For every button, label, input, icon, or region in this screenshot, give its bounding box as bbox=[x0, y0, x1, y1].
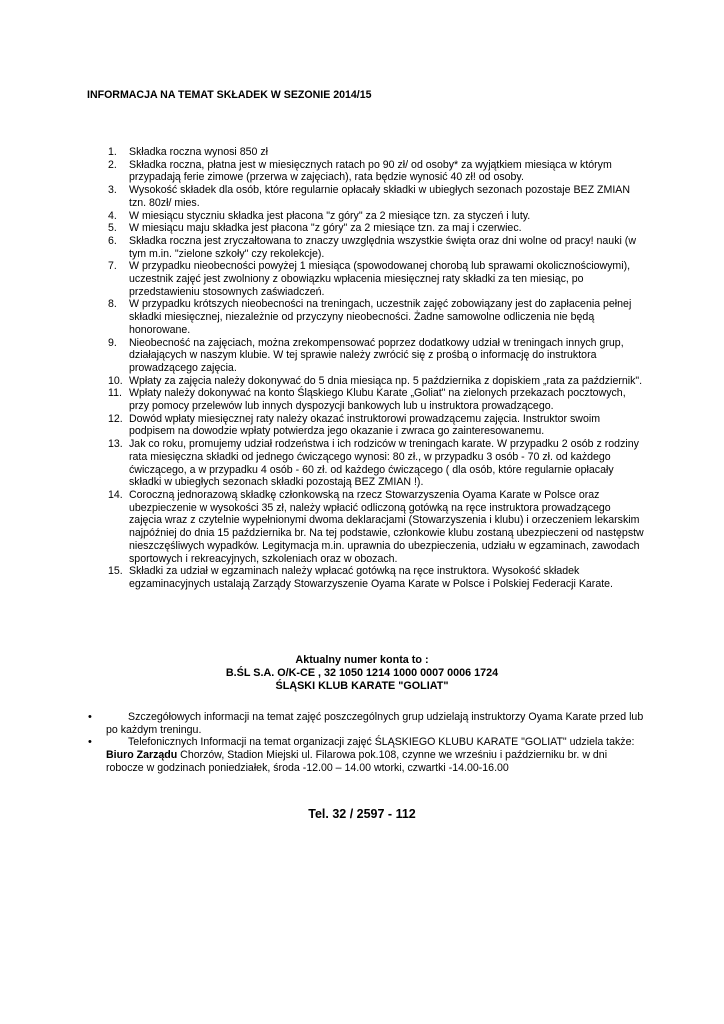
item-number: 13. bbox=[108, 438, 123, 451]
bullet-icon: • bbox=[88, 711, 92, 723]
club-name: ŚLĄSKI KLUB KARATE "GOLIAT" bbox=[275, 680, 449, 692]
phone-number: Tel. 32 / 2597 - 112 bbox=[308, 807, 416, 821]
item-text: Składki za udział w egzaminach należy wpłacać gotówką na ręce instruktora. Wysokość składek egzaminacyjnych ustalają Zarządy Stowarzyszenie Oyama Karate w Polsce i Polskiej Federacji Karate. bbox=[129, 565, 613, 590]
office-label: Biuro Zarządu bbox=[106, 749, 178, 762]
item-text: Składka roczna, płatna jest w miesięcznych ratach po 90 zł/ od osoby* za wyjątkiem miesiąca w którym przypadają ferie zimowe (przerwa w zajęciach), rata będzie wynosić 40 zł! od osoby. bbox=[129, 158, 612, 184]
account-number: B.ŚL S.A. O/K-CE , 32 1050 1214 1000 0007 0006 1724 bbox=[225, 667, 499, 679]
item-number: 2. bbox=[108, 158, 117, 171]
item-text: Wpłaty należy dokonywać na konto Śląskiego Klubu Karate „Goliat" na zielonych przekazach pocztowych, przy pomocy przelewów lub innych dyspozycji bankowych lub u instruktora prowadzącego. bbox=[129, 387, 626, 413]
item-text: Jak co roku, promujemy udział rodzeństwa i ich rodziców w treningach karate. W przypadku 2 osób z rodziny rata miesięczna składki od jednego ćwiczącego wynosi: 80 zł., w przypadku 3 osób - 70 zł. od każdego ćwiczącego, a w przypadku 4 osób - 60 zł. od każdego ćwiczącego ( dla osób, które regularnie opłacały składki w ubiegłych sezonach składki pozostają BEZ ZMIAN !). bbox=[129, 438, 639, 489]
item-text: Składka roczna jest zryczałtowana to znaczy uwzględnia wszystkie święta oraz dni wolne od pracy! nauki (w tym m.in. "zielone szkoły" czy rekolekcje). bbox=[129, 234, 636, 260]
item-text: Wpłaty za zajęcia należy dokonywać do 5 dnia miesiąca np. 5 października z dopiskiem „rata za październik". bbox=[129, 374, 643, 387]
item-number: 14. bbox=[108, 488, 123, 501]
list-item bbox=[86, 489, 646, 565]
office-text: Chorzów, Stadion Miejski ul. Filarowa pok.108, czynne we wrześniu i październiku br. w dni robocze w godzinach poniedziałek, środa -12.00 – 14.00 wtorki, czwartki -14.00-16.00 bbox=[106, 749, 608, 774]
list-item bbox=[86, 413, 646, 438]
item-number: 5. bbox=[108, 222, 117, 235]
list-item bbox=[86, 337, 646, 375]
item-text: Dowód wpłaty miesięcznej raty należy okazać instruktorowi prowadzącemu zajęcia. Instruktor swoim podpisem na dowodzie wpłaty potwierdza jego okazanie i zwraca go zainteresowanemu. bbox=[129, 412, 601, 438]
item-number: 1. bbox=[108, 146, 117, 158]
document-title: INFORMACJA NA TEMAT SKŁADEK W SEZONIE 2014/15 bbox=[87, 89, 372, 101]
item-text: W miesiącu styczniu składka jest płacona "z góry" za 2 miesiące tzn. za styczeń i luty. bbox=[129, 209, 531, 222]
item-number: 10. bbox=[108, 374, 123, 387]
rules-list bbox=[86, 146, 646, 591]
item-number: 12. bbox=[108, 412, 123, 425]
item-number: 6. bbox=[108, 234, 117, 247]
notes-list bbox=[86, 711, 646, 775]
list-item bbox=[86, 375, 646, 388]
list-item bbox=[86, 159, 646, 184]
bullet-icon: • bbox=[88, 736, 92, 749]
note-text: Telefonicznych Informacji na temat organizacji zajęć ŚLĄSKIEGO KLUBU KARATE "GOLIAT" udziela także: bbox=[128, 736, 635, 749]
item-text: W miesiącu maju składka jest płacona "z góry" za 2 miesiące tzn. za maj i czerwiec. bbox=[129, 222, 522, 235]
item-number: 3. bbox=[108, 184, 117, 197]
list-item bbox=[86, 387, 646, 412]
list-item bbox=[86, 260, 646, 298]
list-item bbox=[86, 235, 646, 260]
note-text: Szczegółowych informacji na temat zajęć poszczególnych grup udzielają instruktorzy Oyama Karate przed lub po każdym treningu. bbox=[106, 711, 644, 736]
item-text: Wysokość składek dla osób, które regularnie opłacały składki w ubiegłych sezonach pozostaje BEZ ZMIAN tzn. 80zł/ mies. bbox=[129, 184, 630, 209]
item-number: 8. bbox=[108, 298, 117, 311]
list-item bbox=[86, 736, 646, 774]
list-item bbox=[86, 210, 646, 223]
item-number: 7. bbox=[108, 260, 117, 273]
item-text: Składka roczna wynosi 850 zł bbox=[129, 146, 268, 158]
item-number: 11. bbox=[108, 387, 122, 400]
item-text: W przypadku nieobecności powyżej 1 miesiąca (spowodowanej chorobą lub sprawami okolicznościowymi), uczestnik zajęć jest zwolniony z obowiązku wpłacenia miesięcznej raty składki za ten miesiąc, po przedstawieniu stosownych zaświadczeń. bbox=[129, 260, 631, 298]
item-number: 4. bbox=[108, 209, 117, 222]
item-text: W przypadku krótszych nieobecności na treningach, uczestnik zajęć zobowiązany jest do zapłacenia pełnej składki miesięcznej, niezależnie od przyczyny nieobecności. Żadne samowolne odliczenia nie będą honorowane. bbox=[129, 298, 632, 336]
list-item bbox=[86, 146, 646, 159]
account-heading: Aktualny numer konta to : bbox=[295, 654, 429, 666]
office-info bbox=[106, 749, 646, 774]
list-item bbox=[86, 711, 646, 736]
account-info bbox=[0, 654, 724, 693]
list-item bbox=[86, 222, 646, 235]
item-number: 9. bbox=[108, 336, 117, 349]
list-item bbox=[86, 565, 646, 590]
list-item bbox=[86, 438, 646, 489]
item-text: Coroczną jednorazową składkę członkowską na rzecz Stowarzyszenia Oyama Karate w Polsce oraz ubezpieczenie w wysokości 35 zł, należy wpłacić odliczoną gotówką na ręce instruktora prowadzącego zajęcia wraz z czytelnie wypełnionymi dwoma deklaracjami (Stowarzyszenia i klubu) i orzeczeniem lekarskim najpóźniej do dnia 15 października br. Na tej podstawie, członkowie klubu zostaną ubezpieczeni od następstw nieszczęśliwych wypadków. Legitymacja m.in. uprawnia do ubezpieczenia, udziału w egzaminach, zawodach sportowych i rekreacyjnych, szkoleniach oraz w obozach. bbox=[129, 488, 644, 565]
list-item bbox=[86, 184, 646, 209]
item-text: Nieobecność na zajęciach, można zrekompensować poprzez dodatkowy udział w treningach innych grup, działających w naszym klubie. W tej sprawie należy zwrócić się z prośbą o informację do instruktora prowadzącego zajęcia. bbox=[129, 336, 624, 374]
item-number: 15. bbox=[108, 565, 123, 578]
list-item bbox=[86, 298, 646, 336]
